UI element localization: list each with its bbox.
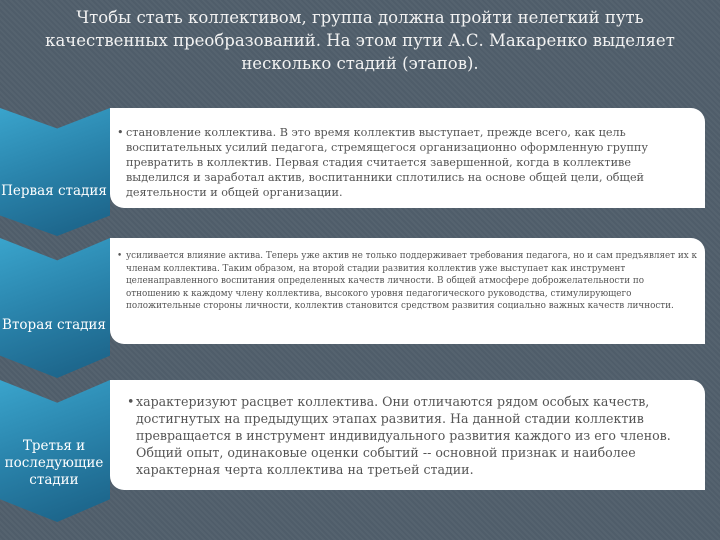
stage-3-label: Третья и последующие стадии bbox=[4, 438, 104, 488]
stage-1-description: • становление коллектива. В это время коллектив выступает, прежде всего, как цель воспитательных усилий педагога, стремящегося организационно оформленную группу превратить в коллектив. Первая стадия считается завершенной, когда в коллективе выделился и заработал актив, воспитанники сплотились на основе общей цели, общей деятельности и общей организации. bbox=[126, 125, 691, 200]
stage-2-description: • усиливается влияние актива. Теперь уже актив не только поддерживает требования педагога, но и сам предъявляет их к членам коллектива. Таким образом, на второй стадии развития коллектив уже выступает как инструмент целенаправленного воспитания определенных качеств личности. В общей атмосфере доброжелательности по отношению к каждому члену коллектива, высокого уровня педагогического руководства, стимулирующего положительные стороны личности, коллектив становится средством развития социально важных качеств личности. bbox=[126, 250, 699, 313]
stage-1-chevron bbox=[0, 108, 110, 236]
stage-3-description: • характеризуют расцвет коллектива. Они отличаются рядом особых качеств, достигнутых на предыдущих этапах развития. На данной стадии коллектив превращается в инструмент индивидуального развития каждого из его членов. Общий опыт, одинаковые оценки событий -- основной признак и наиболее характерная черта коллектива на третьей стадии. bbox=[136, 393, 691, 478]
stage-2-list bbox=[126, 250, 699, 313]
stage-2-card bbox=[110, 238, 705, 344]
stage-1-label: Первая стадия bbox=[1, 183, 107, 199]
stage-1-list bbox=[126, 125, 691, 200]
stage-2-chevron bbox=[0, 238, 110, 378]
stage-2-label: Вторая стадия bbox=[2, 317, 106, 333]
stage-1-card bbox=[110, 108, 705, 208]
stage-3-list bbox=[136, 393, 691, 478]
slide-title: Чтобы стать коллективом, группа должна пройти нелегкий путь качественных преобразований. На этом пути А.С. Макаренко выделяет несколько стадий (этапов). bbox=[45, 8, 675, 73]
stage-3-card bbox=[110, 380, 705, 490]
